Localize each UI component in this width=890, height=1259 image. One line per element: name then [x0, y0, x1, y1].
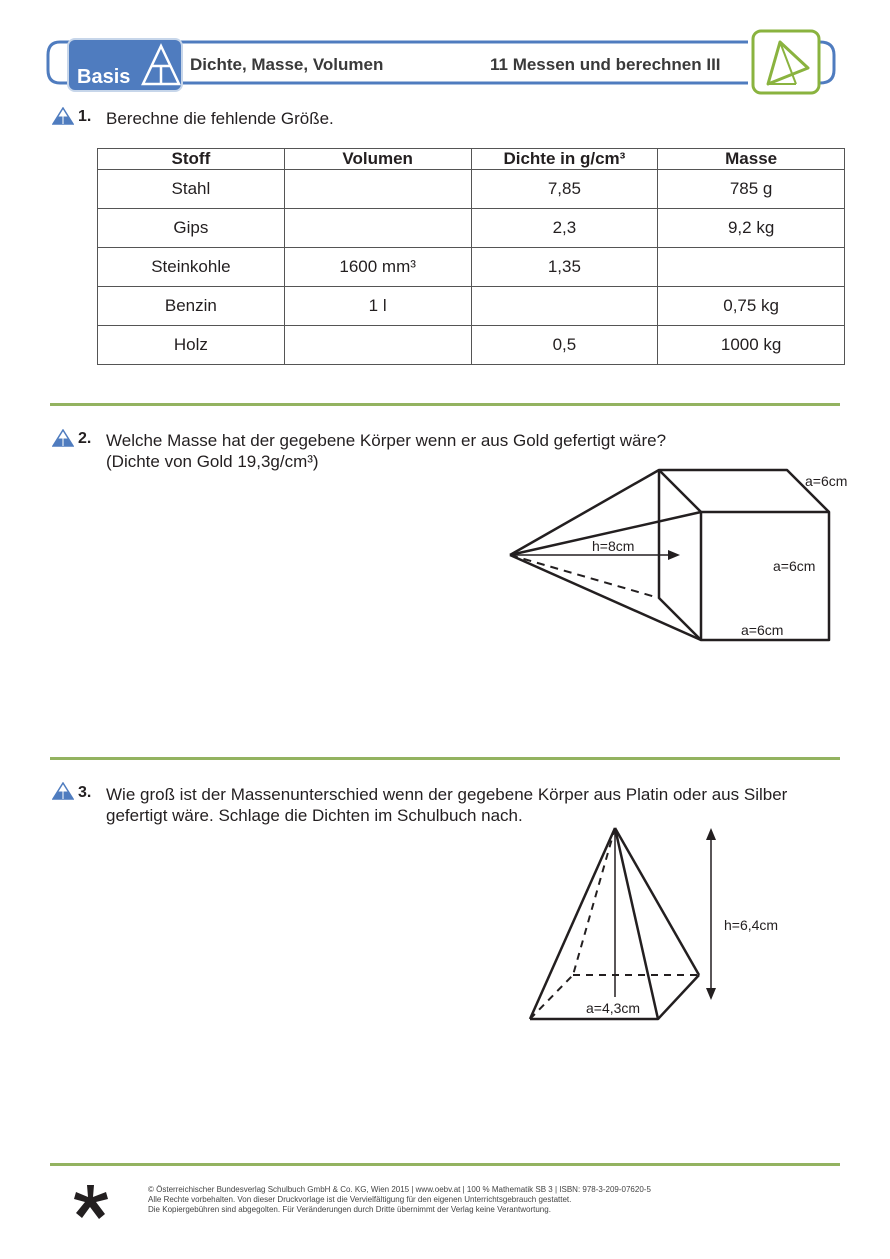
table-cell: Benzin [98, 287, 285, 326]
table-cell [658, 248, 845, 287]
chapter-title: 11 Messen und berechnen III [490, 55, 721, 74]
base-edge-label: a=4,3cm [586, 1000, 641, 1016]
task-level-icon [52, 429, 74, 447]
copyright-line-2: Alle Rechte vorbehalten. Von dieser Druckvorlage ist die Vervielfältigung für den eigenen Unterrichtsgebrauch gestattet. [148, 1195, 572, 1204]
task-3-line-1: Wie groß ist der Massenunterschied wenn der gegebene Körper aus Platin oder aus Silber [106, 785, 788, 804]
height-label: h=6,4cm [724, 917, 779, 933]
table-row [98, 170, 845, 209]
table-row [98, 209, 845, 248]
table-row [98, 326, 845, 365]
task-3-line-2: gefertigt wäre. Schlage die Dichten im Schulbuch nach. [106, 806, 523, 825]
task-2-line-1: Welche Masse hat der gegebene Körper wenn er aus Gold gefertigt wäre? [106, 431, 667, 450]
table-cell: Holz [98, 326, 285, 365]
table-cell: 9,2 kg [658, 209, 845, 248]
right-edge-label: a=6cm [773, 558, 816, 574]
table-cell: 7,85 [471, 170, 658, 209]
level-badge [67, 38, 183, 92]
height-label: h=8cm [592, 538, 635, 554]
table-cell: Steinkohle [98, 248, 285, 287]
task-2-line-2: (Dichte von Gold 19,3g/cm³) [106, 452, 319, 471]
copyright-line-1: © Österreichischer Bundesverlag Schulbuch GmbH & Co. KG, Wien 2015 | www.oebv.at | 100 % Mathematik SB 3 | ISBN: 978-3-209-07620-5 [148, 1185, 651, 1194]
cube-pyramid-figure [500, 460, 870, 655]
table-cell: Stahl [98, 170, 285, 209]
task-level-icon [52, 107, 74, 125]
cube-front-face [701, 512, 829, 640]
copyright-line-3: Die Kopiergebühren sind abgegolten. Für Veränderungen durch Dritte übernimmt der Verlag keine Verantwortung. [148, 1205, 551, 1214]
pyramid-level-icon [139, 42, 183, 90]
table-row [98, 287, 845, 326]
header-masse: Masse [658, 149, 845, 170]
hidden-edge [510, 555, 659, 598]
table-cell [284, 209, 471, 248]
table-cell: 2,3 [471, 209, 658, 248]
table-cell [471, 287, 658, 326]
top-edge-label: a=6cm [805, 473, 848, 489]
task-level-icon [52, 782, 74, 800]
header-volumen: Volumen [284, 149, 471, 170]
section-divider [50, 1163, 840, 1166]
table-cell [284, 170, 471, 209]
density-table [97, 148, 845, 365]
table-cell: 1000 kg [658, 326, 845, 365]
task-3-number: 3. [78, 784, 92, 801]
table-header-row [98, 149, 845, 170]
copyright-notice [148, 1185, 651, 1215]
level-badge-label: Basis [77, 66, 131, 88]
bottom-edge-label: a=6cm [741, 622, 784, 638]
header-stoff: Stoff [98, 149, 285, 170]
table-row [98, 248, 845, 287]
task-1-text: Berechne die fehlende Größe. [106, 109, 334, 128]
table-cell: 1600 mm³ [284, 248, 471, 287]
header-dichte: Dichte in g/cm³ [471, 149, 658, 170]
table-cell: 785 g [658, 170, 845, 209]
table-cell: Gips [98, 209, 285, 248]
section-divider [50, 403, 840, 406]
table-cell [284, 326, 471, 365]
table-cell: 1,35 [471, 248, 658, 287]
publisher-logo [72, 1183, 110, 1221]
table-cell: 0,5 [471, 326, 658, 365]
table-cell: 1 l [284, 287, 471, 326]
task-2-number: 2. [78, 430, 92, 447]
section-divider [50, 757, 840, 760]
task-1-number: 1. [78, 108, 92, 125]
square-pyramid-figure [520, 820, 820, 1030]
worksheet-topic: Dichte, Masse, Volumen [190, 55, 384, 74]
geometry-chapter-icon [750, 28, 822, 96]
table-cell: 0,75 kg [658, 287, 845, 326]
